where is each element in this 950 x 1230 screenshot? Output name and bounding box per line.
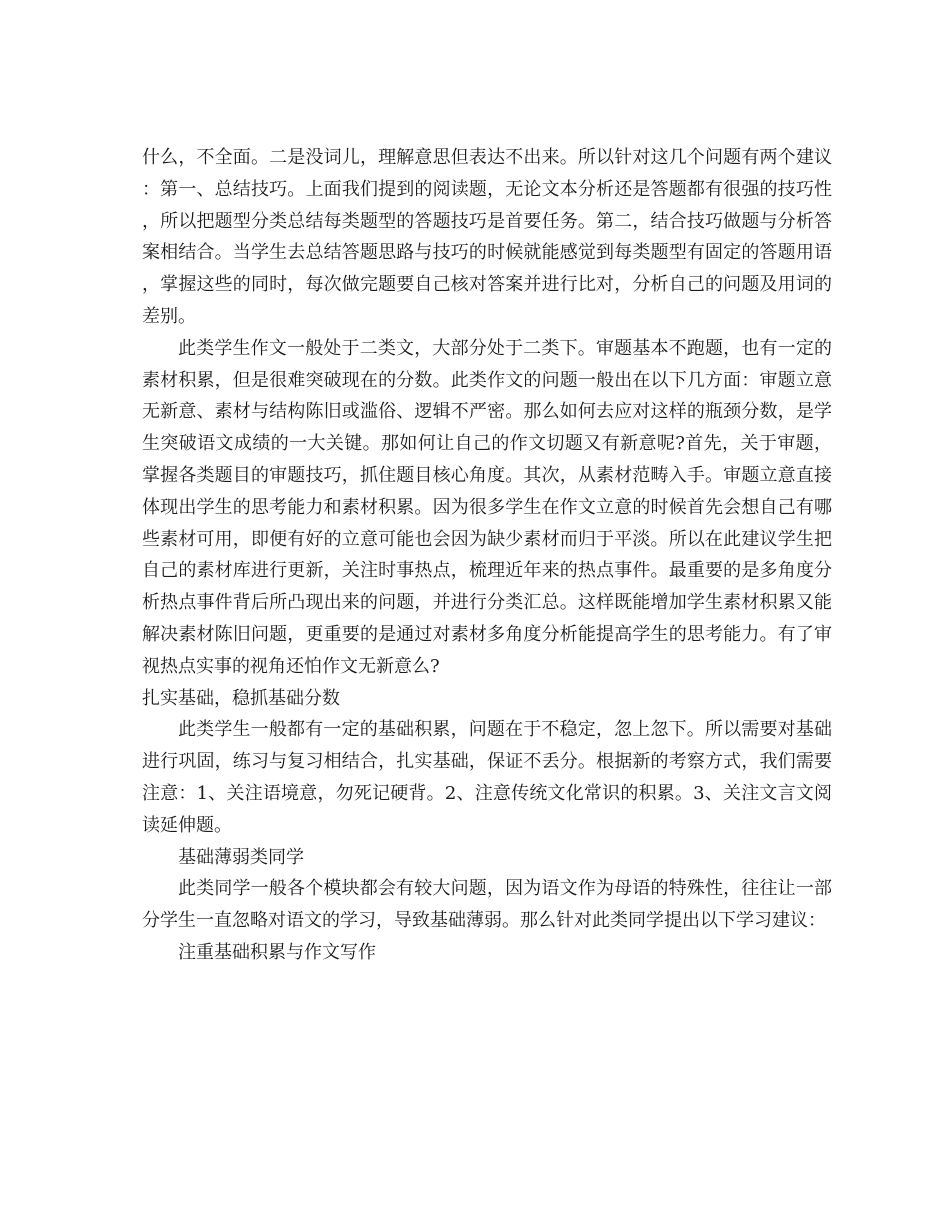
document-body xyxy=(142,142,832,969)
paragraph-weak-students: 此类同学一般各个模块都会有较大问题，因为语文作为母语的特殊性，往往让一部分学生一直忽略对语文的学习，导致基础薄弱。那么针对此类同学提出以下学习建议： xyxy=(142,878,832,932)
section-heading-basics: 扎实基础，稳抓基础分数 xyxy=(142,687,340,709)
paragraph-basics-advice: 此类学生一般都有一定的基础积累，问题在于不稳定，忽上忽下。所以需要对基础进行巩固，练习与复习相结合，扎实基础，保证不丢分。根据新的考察方式，我们需要注意：1、关注语境意，勿死记硬背。2、注意传统文化常识的积累。3、关注文言文阅读延伸题。 xyxy=(142,719,832,836)
paragraph-continuation: 什么，不全面。二是没词儿，理解意思但表达不出来。所以针对这几个问题有两个建议：第一、总结技巧。上面我们提到的阅读题，无论文本分析还是答题都有很强的技巧性，所以把题型分类总结每类题型的答题技巧是首要任务。第二，结合技巧做题与分析答案相结合。当学生去总结答题思路与技巧的时候就能感觉到每类题型有固定的答题用语，掌握这些的同时，每次做完题要自己核对答案并进行比对，分析自己的问题及用词的差别。 xyxy=(142,147,832,327)
paragraph-essay-advice: 此类学生作文一般处于二类文，大部分处于二类下。审题基本不跑题，也有一定的素材积累，但是很难突破现在的分数。此类作文的问题一般出在以下几方面：审题立意无新意、素材与结构陈旧或滥俗、逻辑不严密。那么如何去应对这样的瓶颈分数，是学生突破语文成绩的一大关键。那如何让自己的作文切题又有新意呢?首先，关于审题，掌握各类题目的审题技巧，抓住题目核心角度。其次，从素材范畴入手。审题立意直接体现出学生的思考能力和素材积累。因为很多学生在作文立意的时候首先会想自己有哪些素材可用，即便有好的立意可能也会因为缺少素材而归于平淡。所以在此建议学生把自己的素材库进行更新，关注时事热点，梳理近年来的热点事件。最重要的是多角度分析热点事件背后所凸现出来的问题，并进行分类汇总。这样既能增加学生素材积累又能解决素材陈旧问题，更重要的是通过对素材多角度分析能提高学生的思考能力。有了审视热点实事的视角还怕作文无新意么? xyxy=(142,337,832,677)
section-heading-weak-students: 基础薄弱类同学 xyxy=(178,846,304,868)
section-heading-accumulation: 注重基础积累与作文写作 xyxy=(178,941,376,963)
